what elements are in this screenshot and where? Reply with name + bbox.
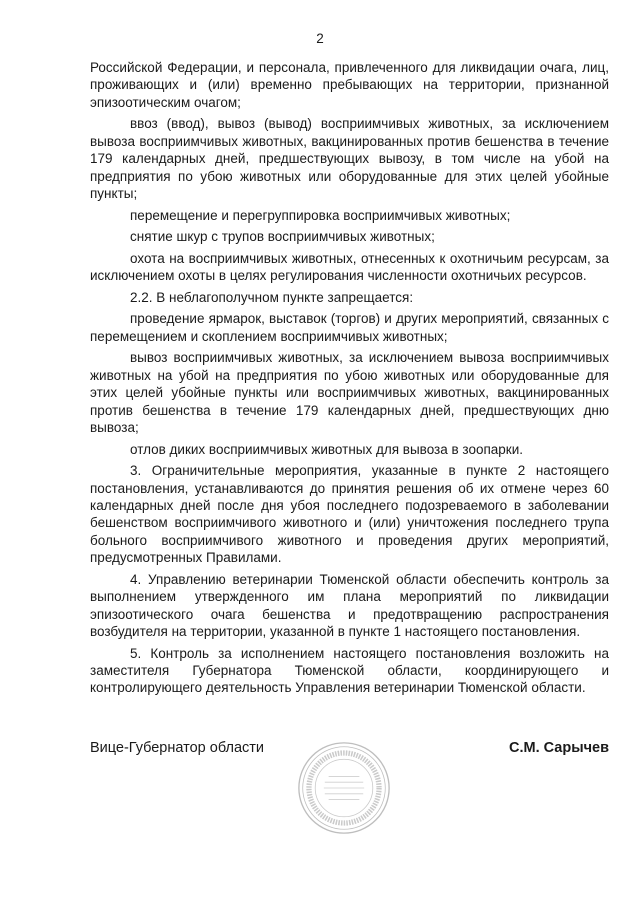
official-seal-icon (296, 740, 392, 836)
paragraph: 5. Контроль за исполнением настоящего постановления возложить на заместителя Губернатора Тюменской области, координирующего и контролирующего деятельность Управления ветеринарии Тюменской области. (90, 645, 609, 696)
paragraph: 2.2. В неблагополучном пункте запрещается: (130, 289, 414, 305)
paragraph: охота на восприимчивых животных, отнесенных к охотничьим ресурсам, за исключением охоты в целях регулирования численности охотничьих ресурсов. (90, 250, 609, 284)
paragraph: отлов диких восприимчивых животных для вывоза в зоопарки. (130, 441, 523, 457)
paragraph: снятие шкур с трупов восприимчивых животных; (130, 229, 435, 245)
signer-name: С.М. Сарычев (509, 740, 609, 756)
paragraph: вывоз восприимчивых животных, за исключением вывоза восприимчивых животных на убой на предприятия по убою животных или оборудованные для этих целей убойные пункты или восприимчивых животных, вакцинированных против бешенства в течение 179 календарных дней, предшествующих дню вывоза; (90, 350, 609, 436)
paragraph: Российской Федерации, и персонала, привлеченного для ликвидации очага, лиц, проживающих и (или) временно пребывающих на территории, признанной эпизоотическим очагом; (90, 60, 609, 110)
document-body (90, 59, 609, 701)
paragraph: перемещение и перегруппировка восприимчивых животных; (130, 207, 511, 223)
paragraph: проведение ярмарок, выставок (торгов) и других мероприятий, связанных с перемещением и скоплением восприимчивых животных; (90, 311, 609, 344)
paragraph: 4. Управлению ветеринарии Тюменской области обеспечить контроль за выполнением утвержденного им плана мероприятий по ликвидации эпизоотического очага бешенства и предотвращению распространения возбудителя на территории, указанной в пункте 1 настоящего постановления. (90, 571, 609, 640)
page-number: 2 (316, 31, 324, 46)
paragraph: ввоз (ввод), вывоз (вывод) восприимчивых животных, за исключением вывоза восприимчивых животных, вакцинированных против бешенства в течение 179 календарных дней, предшествующих вывозу, в том числе на убой на предприятия по убою животных или оборудованные для этих целей убойные пункты; (90, 116, 609, 202)
paragraph: 3. Ограничительные мероприятия, указанные в пункте 2 настоящего постановления, устанавливаются до принятия решения об их отмене через 60 календарных дней после дня убоя последнего подозреваемого в заболевании бешенством восприимчивого животного и (или) уничтожения последнего трупа больного восприимчивого животного и проведения других мероприятий, предусмотренных Правилами. (90, 463, 609, 566)
signer-title: Вице-Губернатор области (90, 740, 264, 756)
